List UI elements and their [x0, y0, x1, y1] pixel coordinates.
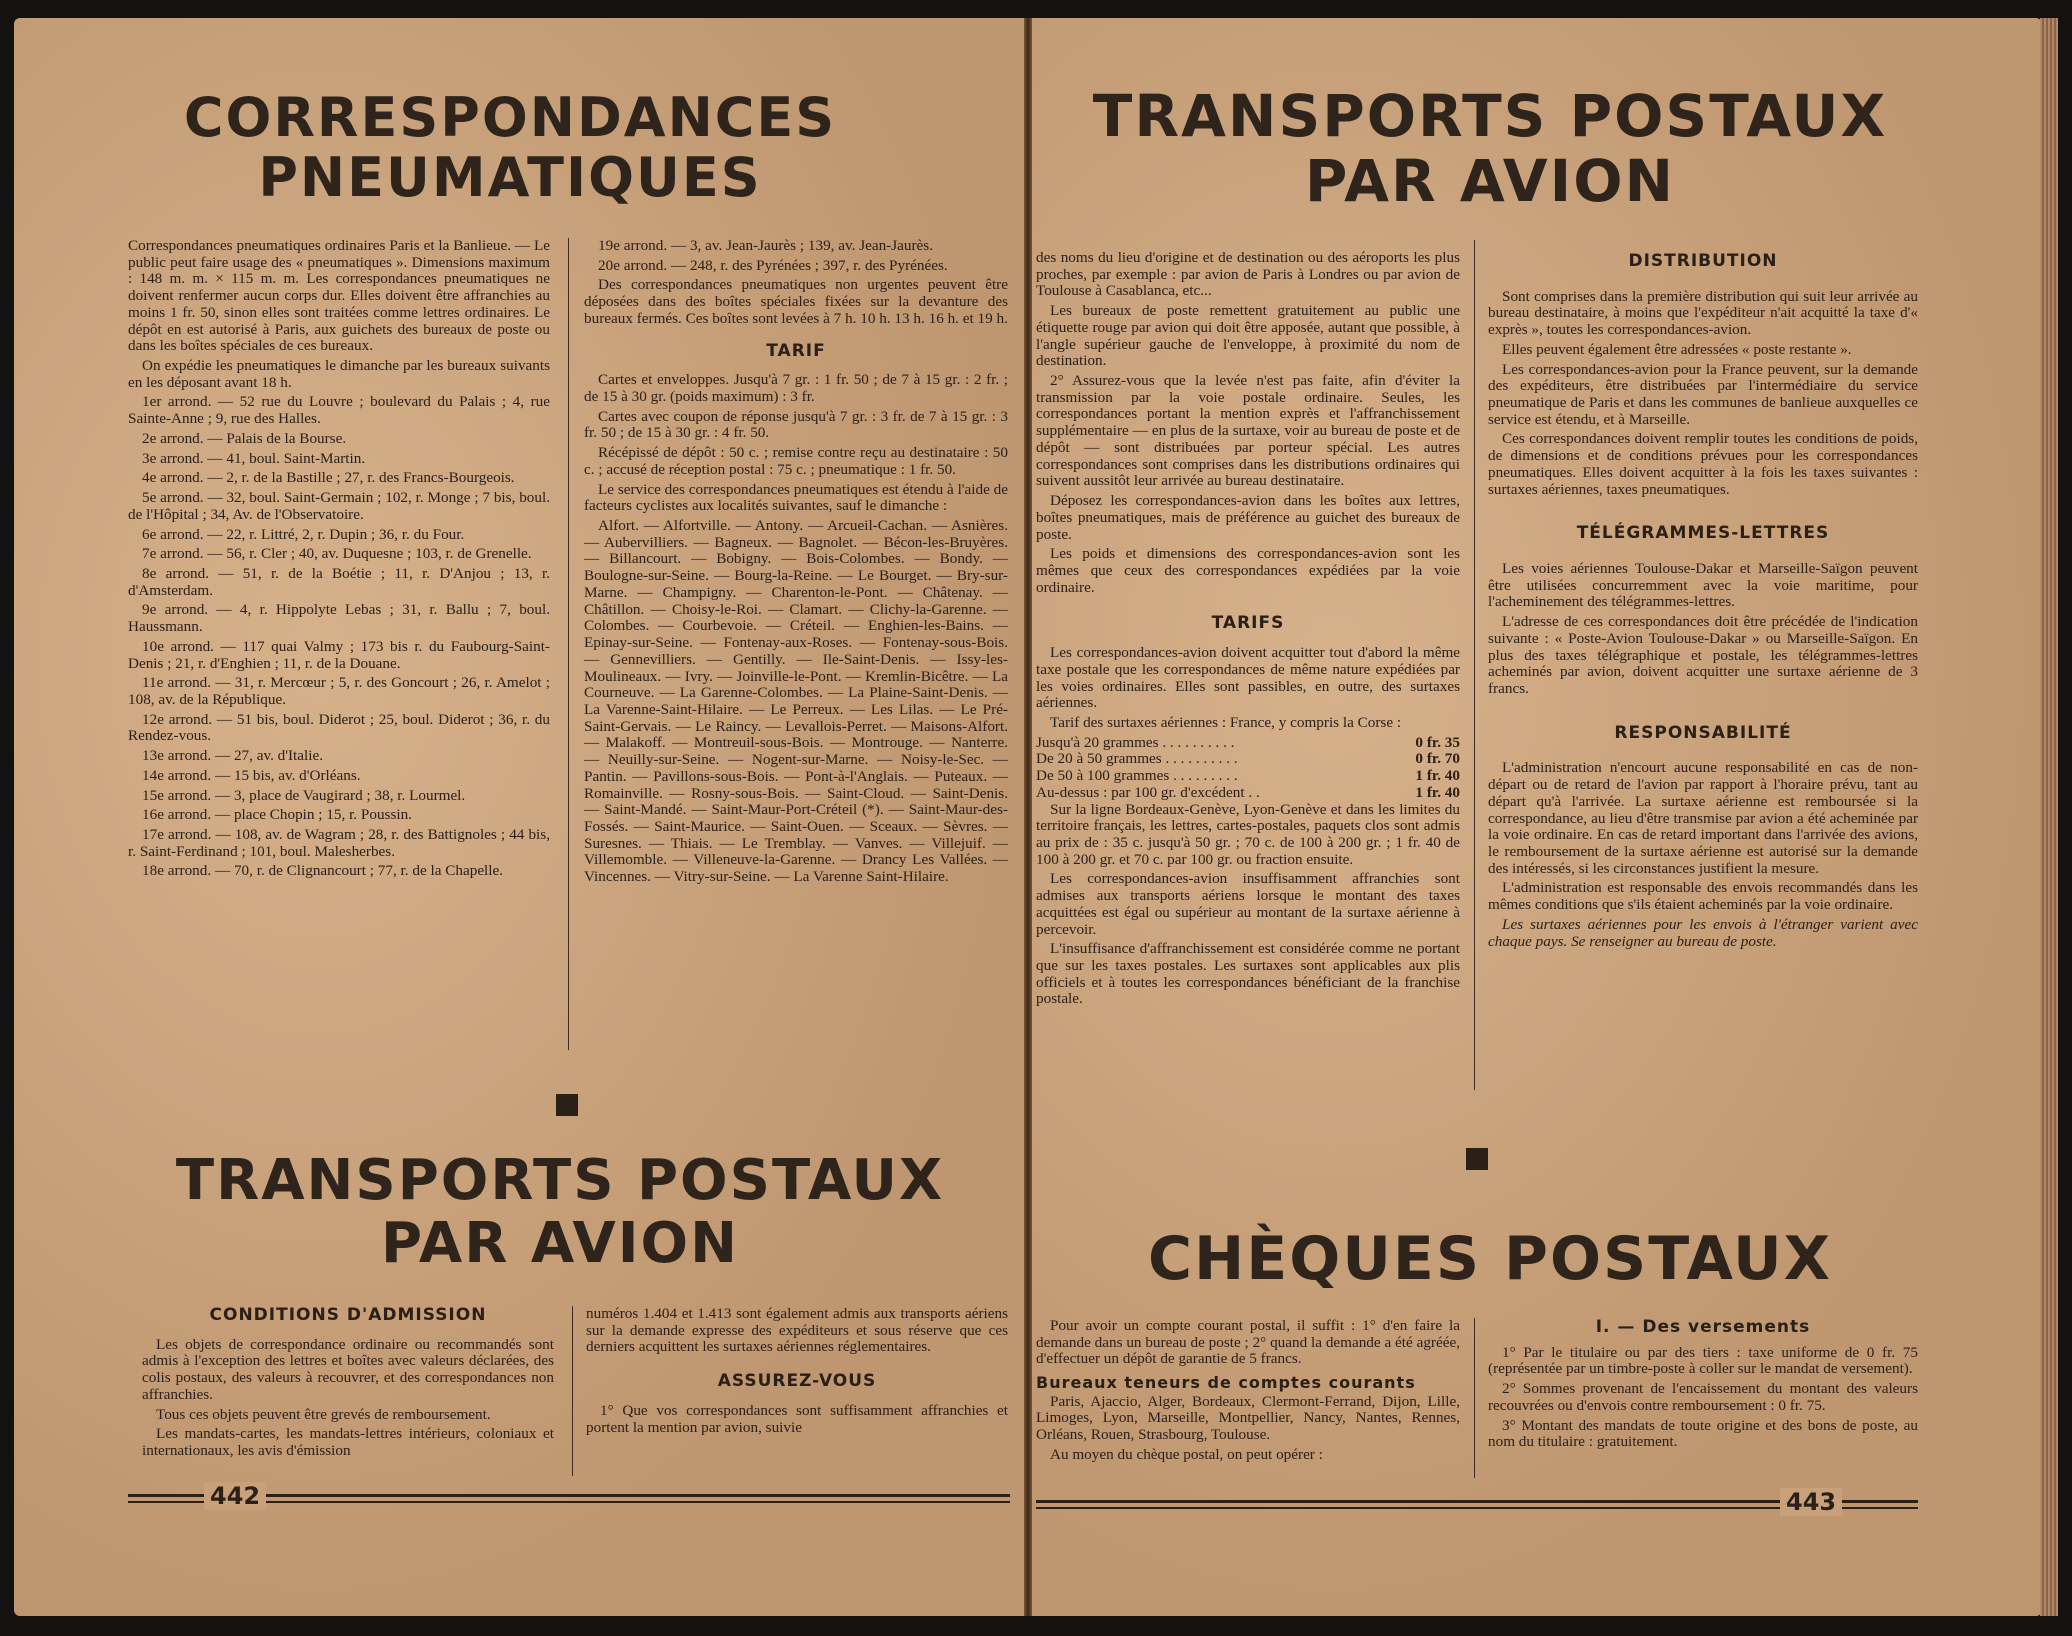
- paragraph: L'insuffisance d'affranchissement est considérée comme ne portant que sur les taxes postales. Les surtaxes sont applicables aux plis officiels et à toutes les correspondances bénéficiant de la franchise postale.: [1036, 940, 1460, 1008]
- paragraph: Les poids et dimensions des correspondances-avion sont les mêmes que ceux des correspondances expédiées par la voie ordinaire.: [1036, 545, 1460, 596]
- arrond-item: 18e arrond. — 70, r. de Clignancourt ; 77, r. de la Chapelle.: [142, 862, 504, 880]
- telegrammes-heading: TÉLÉGRAMMES-LETTRES: [1576, 523, 1830, 544]
- left-title: [150, 88, 870, 209]
- arrond-item: 8e arrond. — 51, r. de la Boétie ; 11, r. D'Anjou ; 13, r. d'Amsterdam.: [128, 564, 550, 599]
- paragraph: 2° Sommes provenant de l'encaissement du montant des valeurs recouvrées ou d'envois contre remboursement : 0 fr. 75.: [1488, 1380, 1918, 1414]
- paragraph: Les correspondances-avion doivent acquitter tout d'abord la même taxe postale que les correspondances de même nature expédiées par les voies ordinaires. Elles sont passibles, en outre, des surtaxes aériennes.: [1036, 644, 1460, 712]
- arrond-item: 3e arrond. — 41, boul. Saint-Martin.: [142, 449, 366, 467]
- paragraph: Les mandats-cartes, les mandats-lettres intérieurs, coloniaux et internationaux, les avis d'émission: [142, 1425, 554, 1459]
- left-bottom-column-2: [586, 1306, 1008, 1439]
- bureaux-heading: Bureaux teneurs de comptes courants: [1036, 1373, 1416, 1393]
- paragraph: Ces correspondances doivent remplir toutes les conditions de poids, de dimensions et de conditions prévues pour les correspondances pneumatiques. Elles doivent acquitter à la fois les taxes suivantes : surtaxes aériennes, taxes pneumatiques.: [1488, 430, 1918, 498]
- paragraph: Paris, Ajaccio, Alger, Bordeaux, Clermont-Ferrand, Dijon, Lille, Limoges, Lyon, Marseille, Montpellier, Nancy, Nantes, Rennes, Orléans, Rouen, Strasbourg, Toulouse.: [1036, 1392, 1460, 1444]
- page-number-right: 443: [1780, 1488, 1842, 1516]
- arrond-item: 16e arrond. — place Chopin ; 15, r. Poussin.: [142, 806, 412, 824]
- tarif-heading: TARIF: [766, 340, 826, 361]
- paragraph: Sont comprises dans la première distribution qui suit leur arrivée au bureau destinataire, à moins que l'expéditeur n'ait acquitté la taxe d'« exprès », toutes les correspondances-avion.: [1488, 287, 1918, 339]
- arrond-item: 9e arrond. — 4, r. Hippolyte Lebas ; 31, r. Ballu ; 7, boul. Haussmann.: [128, 601, 550, 636]
- versements-heading: I. — Des versements: [1595, 1317, 1811, 1337]
- paragraph: Elles peuvent également être adressées « poste restante ».: [1502, 340, 1852, 358]
- responsabilite-heading: RESPONSABILITÉ: [1614, 722, 1792, 743]
- paragraph: Les objets de correspondance ordinaire ou recommandés sont admis à l'exception des lettres et boîtes avec valeurs déclarées, des colis postaux, des valeurs à recouvrer, et des correspondances non affranchies.: [142, 1335, 554, 1403]
- arrond-item: 7e arrond. — 56, r. Cler ; 40, av. Duquesne ; 103, r. de Grenelle.: [142, 545, 532, 563]
- paragraph: Tous ces objets peuvent être grevés de remboursement.: [156, 1405, 491, 1423]
- paragraph: 2° Assurez-vous que la levée n'est pas faite, afin d'éviter la transmission par la voie postale ordinaire. Seules, les correspondances portant la mention exprès et l'affranchissement supplémentaire — en plus de la surtaxe, voir au bureau de poste et de dépôt — sont distribuées par porteur spécial. Les autres correspondances sont comprises dans les distributions ordinaires qui suivent aussitôt leur arrivée au bureau destinataire.: [1036, 372, 1460, 490]
- paragraph: Le service des correspondances pneumatiques est étendu à l'aide de facteurs cyclistes aux localités suivantes, sauf le dimanche :: [584, 480, 1008, 515]
- arrond-item: 13e arrond. — 27, av. d'Italie.: [142, 747, 323, 765]
- paragraph: Les correspondances-avion pour la France peuvent, sur la demande des expéditeurs, être distribuées par l'intermédiaire du service pneumatique de Paris et dans les communes de banlieue auxquelles ce service est étendu, et à Marseille.: [1488, 360, 1918, 428]
- page-edges: [2040, 18, 2058, 1616]
- tarif-row: [1036, 768, 1460, 785]
- column-divider: [568, 238, 569, 1050]
- paragraph: numéros 1.404 et 1.413 sont également admis aux transports aériens sur la demande expresse des expéditeurs et sous réserve que ces derniers acquittent les surtaxes aériennes réglementaires.: [586, 1305, 1008, 1356]
- arrond-item: 1er arrond. — 52 rue du Louvre ; boulevard du Palais ; 4, rue Sainte-Anne ; 9, rue des Halles.: [128, 393, 550, 428]
- paragraph: 1° Par le titulaire ou par des tiers : taxe uniforme de 0 fr. 75 (représentée par un timbre-poste à coller sur le mandat de versement).: [1488, 1343, 1918, 1378]
- right-title-line1: TRANSPORTS POSTAUX: [1092, 82, 1888, 150]
- column-divider: [1474, 1318, 1475, 1478]
- left-column-2: [584, 238, 1008, 889]
- left-bottom-title: [120, 1150, 1000, 1275]
- cheques-title: CHÈQUES POSTAUX: [1147, 1224, 1833, 1294]
- paragraph: Tarif des surtaxes aériennes : France, y compris la Corse :: [1050, 713, 1402, 731]
- right-title: [1060, 84, 1920, 214]
- tarif-value: 1 fr. 40: [1415, 767, 1460, 785]
- tarifs-heading: TARIFS: [1211, 613, 1285, 634]
- left-bottom-title-line1: TRANSPORTS POSTAUX: [175, 1148, 945, 1213]
- paragraph: Des correspondances pneumatiques non urgentes peuvent être déposées dans des boîtes spéciales fixées sur la devanture des bureaux fermés. Ces boîtes sont levées à 7 h. 10 h. 13 h. 16 h. et 19 h.: [584, 276, 1008, 327]
- arrond-item: 14e arrond. — 15 bis, av. d'Orléans.: [142, 766, 361, 784]
- arrond-item: 12e arrond. — 51 bis, boul. Diderot ; 25, boul. Diderot ; 36, r. du Rendez-vous.: [128, 710, 550, 745]
- tarif-value: 1 fr. 40: [1415, 783, 1460, 801]
- cheques-column-2: [1488, 1318, 1918, 1454]
- assurez-heading: ASSUREZ-VOUS: [717, 1371, 877, 1392]
- tarif-label: De 20 à 50 grammes . . . . . . . . . .: [1036, 750, 1238, 768]
- paragraph: L'administration est responsable des envois recommandés dans les mêmes conditions que s'ils étaient acheminés par la voie ordinaire.: [1488, 879, 1918, 914]
- paragraph: Récépissé de dépôt : 50 c. ; remise contre reçu au destinataire : 50 c. ; accusé de réception postal : 75 c. ; pneumatique : 1 fr. 50.: [584, 444, 1008, 478]
- paragraph: On expédie les pneumatiques le dimanche par les bureaux suivants en les déposant avant 18 h.: [128, 357, 550, 391]
- right-column-1: [1036, 250, 1460, 1011]
- left-title-line1: CORRESPONDANCES: [183, 86, 837, 149]
- tarif-value: 0 fr. 70: [1415, 750, 1460, 768]
- arrond-item: 2e arrond. — Palais de la Bourse.: [142, 429, 347, 447]
- paragraph: Déposez les correspondances-avion dans les boîtes aux lettres, boîtes pneumatiques, mais de préférence au guichet des bureaux de poste.: [1036, 492, 1460, 543]
- note-italic: Les surtaxes aériennes pour les envois à l'étranger varient avec chaque pays. Se renseigner au bureau de poste.: [1488, 915, 1918, 950]
- paragraph: des noms du lieu d'origine et de destination ou des aéroports les plus proches, par exemple : par avion de Paris à Londres ou par avion de Toulouse à Casablanca, etc...: [1036, 249, 1460, 300]
- paragraph: Correspondances pneumatiques ordinaires Paris et la Banlieue. — Le public peut faire usage des « pneumatiques ». Dimensions maximum : 148 m. m. × 115 m. m. Les correspondances pneumatiques ne doivent renfermer aucun corps dur. Elles doivent être affranchies au moins 1 fr. 50, sinon elles sont traitées comme lettres ordinaires. Le dépôt en est autorisé à Paris, aux guichets des bureaux de poste ou dans les boîtes spéciales de ces bureaux.: [128, 237, 550, 355]
- paragraph: L'administration n'encourt aucune responsabilité en cas de non-départ ou de retard de l'avion par rapport à l'horaire prévu, tant au départ qu'à l'arrivée. La surtaxe aérienne est remboursée si la correspondance, au lieu d'être transmise par avion a été acheminée par la voie ordinaire. En cas de retard important dans l'arrivée des avions, le remboursement de la surtaxe aérienne est autorisé sur la demande des intéressés, si les circonstances justifient la mesure.: [1488, 759, 1918, 877]
- paragraph: Cartes et enveloppes. Jusqu'à 7 gr. : 1 fr. 50 ; de 7 à 15 gr. : 2 fr. ; de 15 à 30 gr. (poids maximum) : 3 fr.: [584, 371, 1008, 405]
- arrond-item: 17e arrond. — 108, av. de Wagram ; 28, r. des Battignoles ; 44 bis, r. Saint-Ferdinand ; 101, boul. Malesherbes.: [128, 826, 550, 860]
- right-column-2: [1488, 252, 1918, 953]
- localities-list: Alfort. — Alfortville. — Antony. — Arcueil-Cachan. — Asnières. — Aubervilliers. — Bagneux. — Bagnolet. — Bécon-les-Bruyères. — Billancourt. — Bobigny. — Bois-Colombes. — Bondy. — Boulogne-sur-Seine. — Bourg-la-Reine. — Le Bourget. — Bry-sur-Marne. — Champigny. — Charenton-le-Pont. — Châtenay. — Châtillon. — Choisy-le-Roi. — Clamart. — Clichy-la-Garenne. — Colombes. — Courbevoie. — Créteil. — Enghien-les-Bains. — Epinay-sur-Seine. — Fontenay-aux-Roses. — Fontenay-sous-Bois. — Gennevilliers. — Gentilly. — Ile-Saint-Denis. — Issy-les-Moulineaux. — Ivry. — Joinville-le-Pont. — Kremlin-Bicêtre. — La Courneuve. — La Garenne-Colombes. — La Plaine-Saint-Denis. — La Varenne-Saint-Hilaire. — Le Perreux. — Les Lilas. — Le Pré-Saint-Gervais. — Le Raincy. — Levallois-Perret. — Maisons-Alfort. — Malakoff. — Montreuil-sous-Bois. — Montrouge. — Nanterre. — Neuilly-sur-Seine. — Nogent-sur-Marne. — Noisy-le-Sec. — Pantin. — Pavillons-sous-Bois. — Pont-à-l'Anglais. — Puteaux. — Romainville. — Rosny-sous-Bois. — Saint-Cloud. — Saint-Denis. — Saint-Mandé. — Saint-Maur-Port-Créteil (*). — Saint-Maur-des-Fossés. — Saint-Maurice. — Saint-Ouen. — Sceaux. — Sèvres. — Suresnes. — Thiais. — Le Tremblay. — Vanves. — Villejuif. — Villemomble. — Villeneuve-la-Garenne. — Drancy Les Vallées. — Vincennes. — Vitry-sur-Seine. — La Varenne Saint-Hilaire.: [584, 517, 1008, 886]
- paragraph: Cartes avec coupon de réponse jusqu'à 7 gr. : 3 fr. de 7 à 15 gr. : 3 fr. 50 ; de 15 à 30 gr. : 4 fr. 50.: [584, 407, 1008, 442]
- left-bottom-title-line2: PAR AVION: [380, 1210, 740, 1276]
- paragraph: 3° Montant des mandats de toute origine et des bons de poste, au nom du titulaire : gratuitement.: [1488, 1416, 1918, 1451]
- tarif-label: Au-dessus : par 100 gr. d'excédent . .: [1036, 783, 1260, 801]
- arrond-item: 11e arrond. — 31, r. Mercœur ; 5, r. des Goncourt ; 26, r. Amelot ; 108, av. de la République.: [128, 674, 550, 708]
- page-number-left: 442: [204, 1482, 266, 1510]
- distribution-heading: DISTRIBUTION: [1628, 251, 1778, 271]
- paragraph: Les correspondances-avion insuffisamment affranchies sont admises aux transports aériens lorsque le montant des taxes acquittées est égal ou supérieur au montant de la surtaxe aérienne à percevoir.: [1036, 870, 1460, 938]
- paragraph: Sur la ligne Bordeaux-Genève, Lyon-Genève et dans les limites du territoire français, les lettres, cartes-postales, paquets clos sont admis au prix de : 35 c. jusqu'à 50 gr. ; 70 c. de 100 à 200 gr. ; 1 fr. 40 de 100 à 200 gr. et 70 c. par 100 gr. ou fraction ensuite.: [1036, 800, 1460, 868]
- arrond-item: 6e arrond. — 22, r. Littré, 2, r. Dupin ; 36, r. du Four.: [142, 525, 465, 543]
- paragraph: Les bureaux de poste remettent gratuitement au public une étiquette rouge par avion qui doit être apposée, autant que possible, à l'angle supérieur gauche de l'enveloppe, à proximité du nom de destination.: [1036, 302, 1460, 370]
- book-gutter: [1024, 18, 1032, 1616]
- arrond-item: 20e arrond. — 248, r. des Pyrénées ; 397, r. des Pyrénées.: [598, 256, 948, 274]
- paragraph: Au moyen du chèque postal, on peut opérer :: [1050, 1445, 1323, 1463]
- left-column-1: [128, 238, 550, 883]
- arrond-item: 10e arrond. — 117 quai Valmy ; 173 bis r. du Faubourg-Saint-Denis ; 21, r. d'Enghien ; 11, r. de la Douane.: [128, 637, 550, 672]
- arrond-item: 4e arrond. — 2, r. de la Bastille ; 27, r. des Francs-Bourgeois.: [142, 469, 515, 487]
- column-divider: [1474, 240, 1475, 1090]
- left-title-line2: PNEUMATIQUES: [258, 146, 762, 210]
- paragraph: 1° Que vos correspondances sont suffisamment affranchies et portent la mention par avion, suivie: [586, 1401, 1008, 1436]
- tarif-row: [1036, 751, 1460, 768]
- column-divider: [572, 1306, 573, 1476]
- arrond-item: 15e arrond. — 3, place de Vaugirard ; 38, r. Lourmel.: [142, 786, 466, 804]
- paragraph: Les voies aériennes Toulouse-Dakar et Marseille-Saïgon peuvent être utilisées concurremment avec la voie maritime, pour l'acheminement des télégrammes-lettres.: [1488, 560, 1918, 611]
- cheques-column-1: [1036, 1318, 1460, 1467]
- arrond-item: 5e arrond. — 32, boul. Saint-Germain ; 102, r. Monge ; 7 bis, boul. de l'Hôpital ; 34, Av. de l'Observatoire.: [128, 489, 550, 523]
- paragraph: L'adresse de ces correspondances doit être précédée de l'indication suivante : « Poste-Avion Toulouse-Dakar » ou Marseille-Saïgon. En plus des taxes télégraphique et postale, les télégrammes-lettres acheminés par avion, doivent acquitter une surtaxe aérienne de 3 francs.: [1488, 613, 1918, 698]
- left-bottom-column-1: [142, 1306, 554, 1463]
- right-title-line2: PAR AVION: [1304, 146, 1676, 215]
- tarif-value: 0 fr. 35: [1415, 733, 1460, 751]
- tarif-label: De 50 à 100 grammes . . . . . . . . .: [1036, 767, 1238, 785]
- section-bullet-square: [556, 1094, 578, 1116]
- paragraph: Pour avoir un compte courant postal, il suffit : 1° d'en faire la demande dans un bureau de poste ; 2° quand la demande a été agréée, d'effectuer un dépôt de garantie de 5 francs.: [1036, 1317, 1460, 1368]
- section-bullet-square: [1466, 1148, 1488, 1170]
- tarif-label: Jusqu'à 20 grammes . . . . . . . . . .: [1036, 733, 1235, 751]
- tarif-row: [1036, 735, 1460, 752]
- arrond-item: 19e arrond. — 3, av. Jean-Jaurès ; 139, av. Jean-Jaurès.: [598, 237, 933, 254]
- tarif-row: [1036, 785, 1460, 802]
- conditions-heading: CONDITIONS D'ADMISSION: [209, 1305, 487, 1325]
